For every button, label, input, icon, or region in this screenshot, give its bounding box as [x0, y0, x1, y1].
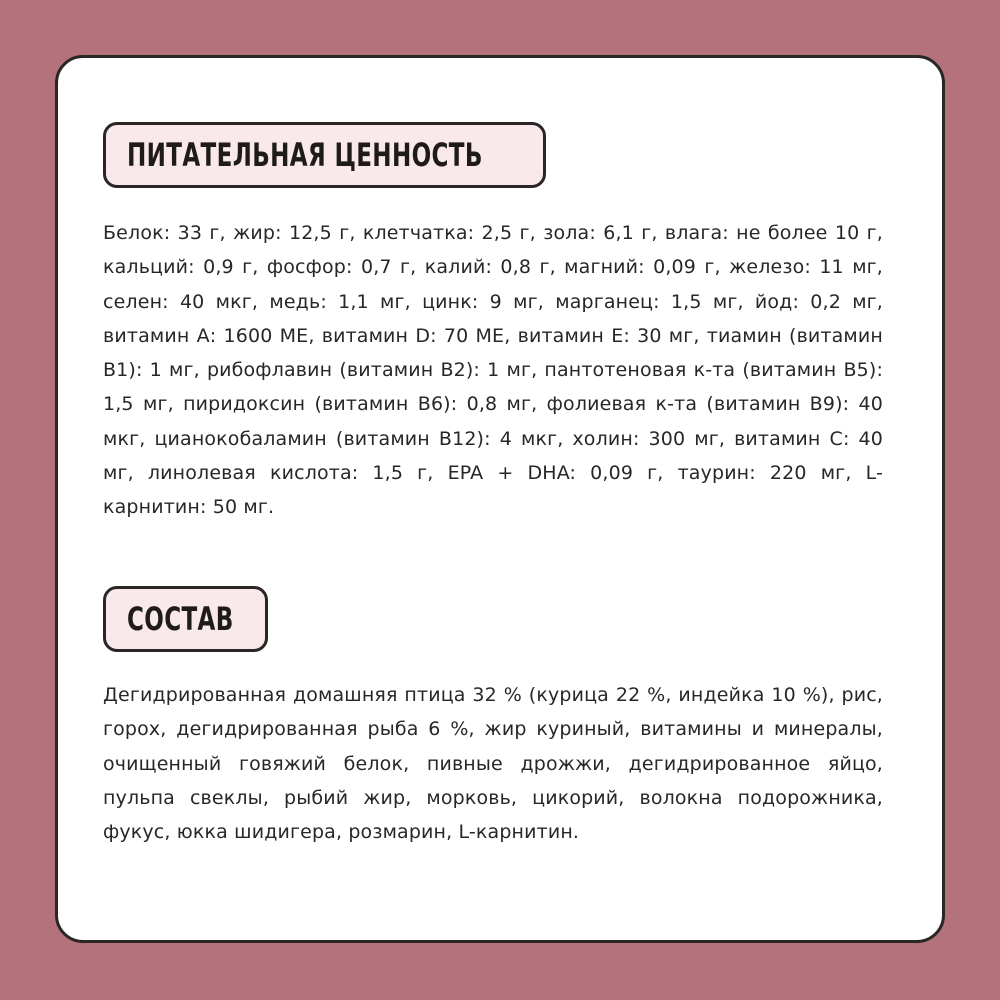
info-card	[55, 55, 945, 943]
composition-heading	[103, 586, 268, 652]
composition-text: Дегидрированная домашняя птица 32 % (курица 22 %, индейка 10 %), рис, горох, дегидрированная рыба 6 %, жир куриный, витамины и минералы, очищенный говяжий белок, пивные дрожжи, дегидрированное яйцо, пульпа свеклы, рыбий жир, морковь, цикорий, волокна подорожника, фукус, юкка шидигера, розмарин, L-карнитин.	[103, 684, 883, 844]
nutrition-heading	[103, 122, 546, 188]
nutrition-title: ПИТАТЕЛЬНАЯ ЦЕННОСТЬ	[127, 136, 483, 174]
composition-title: СОСТАВ	[127, 600, 234, 638]
nutrition-text: Белок: 33 г, жир: 12,5 г, клетчатка: 2,5 г, зола: 6,1 г, влага: не более 10 г, кальций: 0,9 г, фосфор: 0,7 г, калий: 0,8 г, магний: 0,09 г, железо: 11 мг, селен: 40 мкг, медь: 1,1 мг, цинк: 9 мг, марганец: 1,5 мг, йод: 0,2 мг, витамин А: 1600 МЕ, витамин D: 70 МЕ, витамин Е: 30 мг, тиамин (витамин В1): 1 мг, рибофлавин (витамин В2): 1 мг, пантотеновая к-та (витамин В5): 1,5 мг, пиридоксин (витамин В6): 0,8 мг, фолиевая к-та (витамин В9): 40 мкг, цианокобаламин (витамин В12): 4 мкг, холин: 300 мг, витамин С: 40 мг, линолевая кислота: 1,5 г, EPA + DHA: 0,09 г, таурин: 220 мг, L-карнитин: 50 мг.	[103, 222, 883, 519]
